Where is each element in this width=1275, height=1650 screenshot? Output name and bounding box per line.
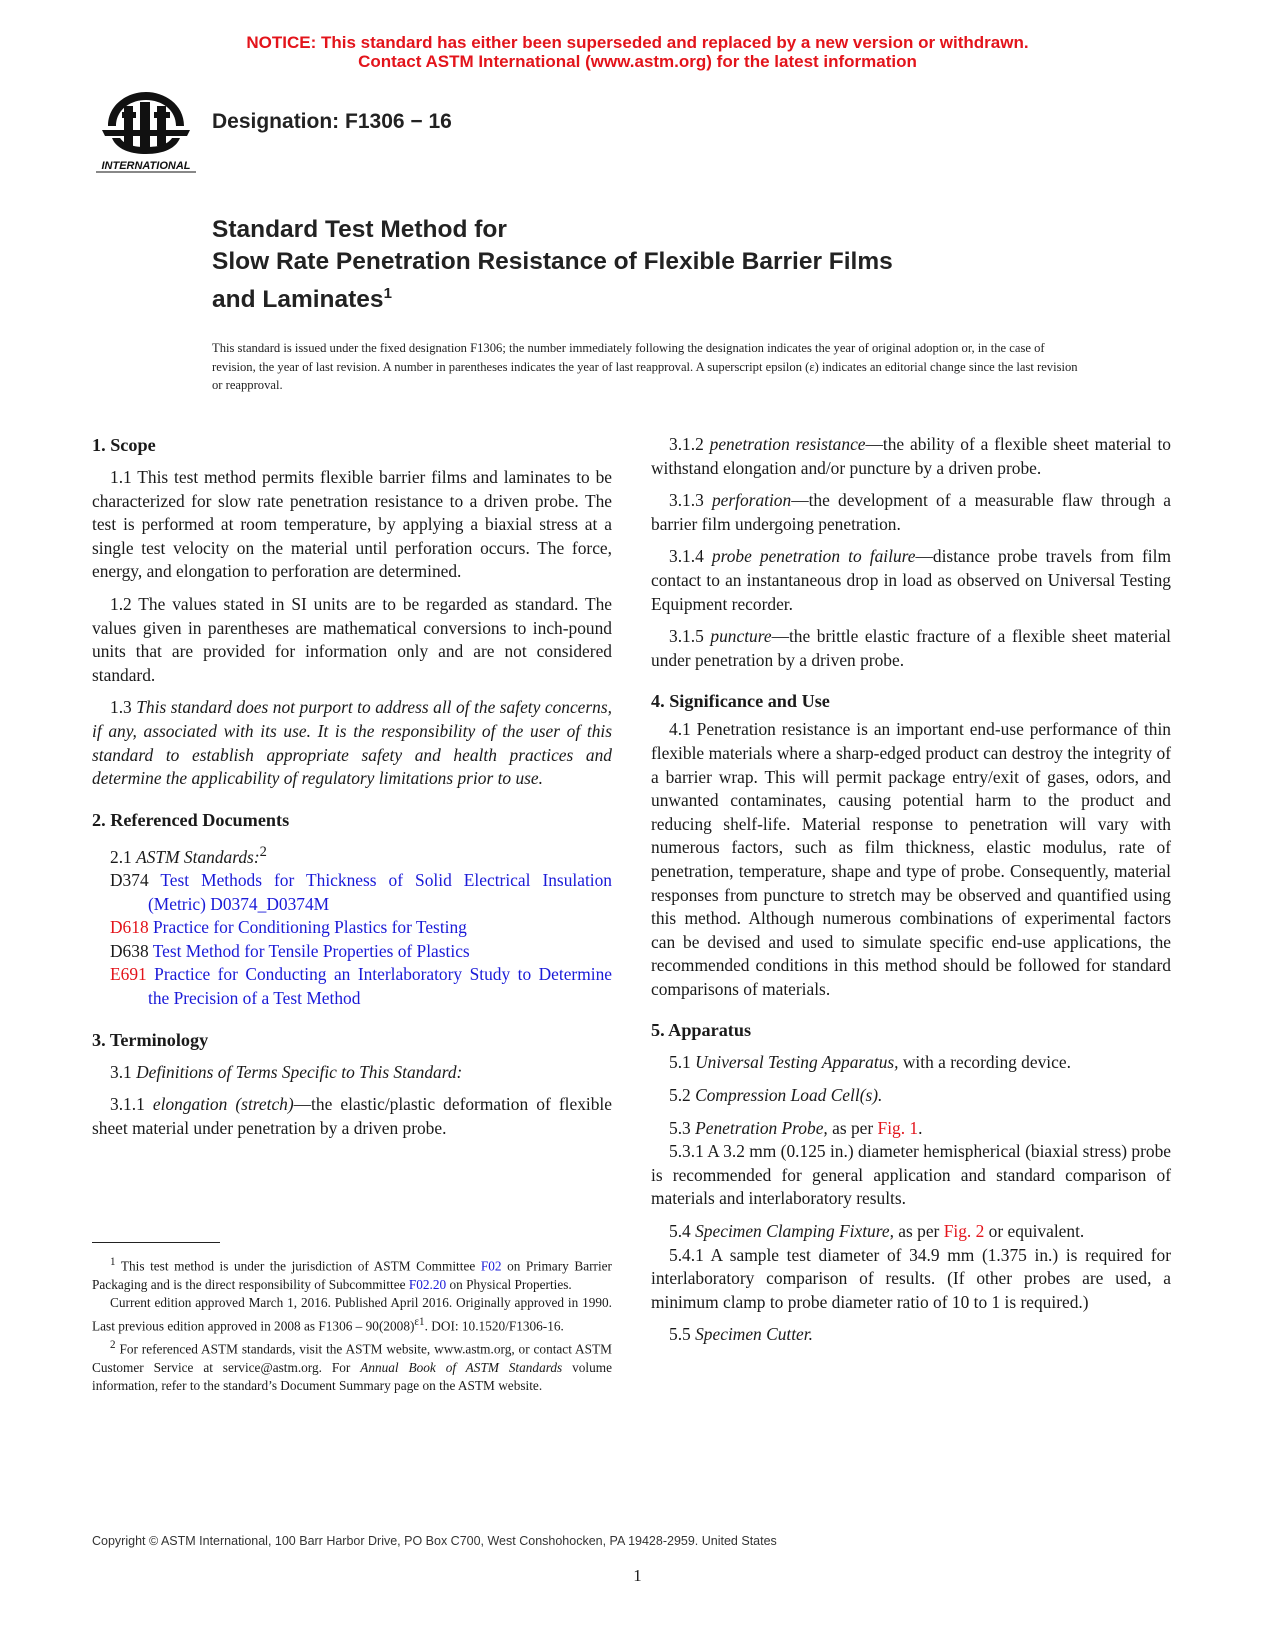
ref-code: D374 — [110, 870, 149, 891]
scope-1-3 — [92, 696, 612, 790]
scope-1-3-num: 1.3 — [110, 697, 132, 718]
ref-link[interactable]: Practice for Conditioning Plastics for Testing — [153, 917, 467, 938]
apparatus-num: 5.1 — [669, 1052, 691, 1073]
apparatus-num: 5.4 — [669, 1221, 691, 1242]
refs-list — [92, 869, 612, 1011]
refs-2-1-text: ASTM Standards: — [136, 846, 260, 867]
right-column — [651, 433, 1171, 1347]
term-name: elongation (stretch) — [152, 1094, 294, 1115]
terms-3-1-1 — [92, 1093, 612, 1140]
footnote-marker: 2 — [110, 1338, 116, 1351]
scope-heading: 1. Scope — [92, 435, 156, 455]
term-name: penetration resistance — [709, 434, 866, 454]
document-title — [212, 214, 1112, 316]
scope-1-2: 1.2 The values stated in SI units are to be regarded as standard. The values given in parentheses are mathematical conversions to inch-pound units that are provided for information only and are not considered standard. — [92, 593, 612, 685]
apparatus-5-2 — [651, 1084, 1171, 1108]
term-num: 3.1.4 — [669, 546, 704, 567]
footnote-text: volume information, refer to the standard’s Document Summary page on the ASTM website. — [92, 1359, 613, 1394]
ref-link[interactable]: Test Method for Tensile Properties of Plastics — [152, 940, 470, 961]
committee-f02-link[interactable]: F02 — [480, 1258, 502, 1274]
ref-code[interactable]: E691 — [110, 964, 147, 985]
apparatus-term: Specimen Clamping Fixture, — [695, 1221, 894, 1242]
notice-line-2: Contact ASTM International (www.astm.org) for the latest information — [358, 52, 917, 71]
footnote-text: on Primary Barrier Packaging and is the direct responsibility of Subcommittee — [92, 1258, 612, 1292]
term-name: probe penetration to failure — [711, 546, 916, 567]
footnote-text: on Physical Properties. — [449, 1276, 572, 1292]
apparatus-heading: 5. Apparatus — [651, 1020, 752, 1041]
refs-heading: 2. Referenced Documents — [92, 809, 290, 830]
apparatus-text: as per — [832, 1117, 874, 1138]
terms-heading: 3. Terminology — [92, 1029, 209, 1050]
apparatus-5-4 — [651, 1220, 1171, 1244]
designation: Designation: F1306 − 16 — [212, 110, 452, 133]
term-name: perforation — [711, 490, 792, 511]
scope-1-3-text: This standard does not purport to address all of the safety concerns, if any, associated with its use. It is the responsibility of the user of this standard to establish appropriate safety and health practices and determine the applicability of regulatory limitations prior to use. — [92, 697, 612, 789]
term-def: —distance probe travels from film contact to an instantaneous drop in load as observed on Universal Testing Equipment recorder. — [651, 546, 1171, 614]
apparatus-num: 5.3 — [669, 1117, 691, 1138]
apparatus-term: Universal Testing Apparatus, — [695, 1052, 899, 1073]
ref-item-d374[interactable] — [110, 869, 612, 916]
apparatus-5-3 — [651, 1117, 1171, 1141]
scope-1-1: 1.1 This test method permits flexible barrier films and laminates to be characterized for slow rate penetration resistance to a driven probe. The test is performed at room temperature, by applying a biaxial stress at a single test velocity on the material until perforation occurs. The force, energy, and elongation to perforation are determined. — [92, 467, 612, 582]
apparatus-5-1 — [651, 1051, 1171, 1075]
astm-logo-graphic — [94, 86, 198, 178]
term-name: puncture — [710, 626, 772, 647]
terms-3-1-num: 3.1 — [110, 1061, 132, 1082]
title-footnote-ref[interactable]: 1 — [383, 285, 392, 302]
footnote-text: For referenced ASTM standards, visit the ASTM website, www.astm.org, or contact ASTM Customer Service at service@astm.org. For — [92, 1341, 612, 1375]
footnote-1 — [92, 1253, 612, 1294]
subcommittee-f02-20-link[interactable]: F02.20 — [408, 1276, 447, 1292]
footnote-text: Current edition approved March 1, 2016. Published April 2016. Originally approved in 1990. Last previous edition approved in 2008 as F1306 – 90(2008) — [92, 1295, 612, 1334]
ref-link[interactable]: Practice for Conducting an Interlaboratory Study to Determine the Precision of a Test Method — [148, 964, 612, 1009]
footnote-text: . DOI: 10.1520/F1306-16. — [424, 1318, 564, 1334]
title-line-1: Standard Test Method for — [212, 216, 507, 243]
apparatus-term: Penetration Probe, — [695, 1117, 828, 1138]
footnotes — [92, 1253, 612, 1396]
apparatus-term: Compression Load Cell(s). — [695, 1085, 883, 1106]
footnote-emphasis: Annual Book of ASTM Standards — [360, 1359, 563, 1375]
terms-3-1-3 — [651, 489, 1171, 536]
ref-item-d618[interactable] — [110, 916, 612, 940]
apparatus-text: as per — [898, 1221, 940, 1242]
refs-footnote-ref[interactable]: 2 — [259, 843, 267, 860]
apparatus-5-5 — [651, 1323, 1171, 1347]
terms-3-1-5 — [651, 625, 1171, 672]
term-num: 3.1.2 — [669, 434, 704, 454]
page-number: 1 — [633, 1566, 642, 1585]
apparatus-text: . — [918, 1117, 923, 1138]
apparatus-num: 5.5 — [669, 1324, 691, 1345]
issue-note: This standard is issued under the fixed designation F1306; the number immediately following the designation indicates the year of original adoption or, in the case of revision, the year of last revision. A number in parentheses indicates the year of last reapproval. A superscript epsilon (ε) indicates an editorial change since the last revision or reapproval. — [212, 341, 1078, 392]
terms-3-1-2 — [651, 433, 1171, 480]
footnote-2 — [92, 1336, 612, 1396]
term-num: 3.1.1 — [110, 1094, 145, 1115]
refs-2-1-num: 2.1 — [110, 846, 132, 867]
ref-code: D638 — [110, 940, 149, 961]
footnote-marker: 1 — [110, 1256, 116, 1268]
notice-line-1: NOTICE: This standard has either been superseded and replaced by a new version or withdrawn. — [246, 33, 1029, 52]
left-column — [92, 433, 612, 1140]
term-def: —the brittle elastic fracture of a flexible sheet material under penetration by a driven probe. — [651, 626, 1171, 670]
term-num: 3.1.3 — [669, 490, 704, 511]
terms-3-1-text: Definitions of Terms Specific to This Standard: — [136, 1061, 463, 1082]
ref-item-e691[interactable] — [110, 963, 612, 1010]
astm-logo-icon — [94, 86, 198, 178]
apparatus-term: Specimen Cutter. — [695, 1324, 813, 1345]
significance-heading: 4. Significance and Use — [651, 691, 830, 712]
footnote-edition — [92, 1294, 612, 1335]
title-line-3-text: and Laminates — [212, 286, 384, 314]
significance-4-1: 4.1 Penetration resistance is an important end-use performance of thin flexible materials where a sharp-edged product can destroy the integrity of a barrier wrap. This will permit package entry/exit of gases, odors, and unwanted contaminates, causing potential harm to the product and reducing shelf-life. Material response to penetration will vary with numerous factors, such as film thickness, elastic modulus, rate of penetration, temperature, shape and type of probe. Consequently, material responses from puncture to stretch may be observed and quantified using this method. Although numerous combinations of experimental factors can be devised and used to simulate specific end-use applications, the recommended conditions in this method should be followed for standard comparisons of materials. — [651, 719, 1171, 999]
title-line-2: Slow Rate Penetration Resistance of Flexible Barrier Films — [212, 248, 893, 275]
term-def: —the elastic/plastic deformation of flexible sheet material under penetration by a driven probe. — [92, 1094, 612, 1138]
apparatus-5-3-1: 5.3.1 A 3.2 mm (0.125 in.) diameter hemispherical (biaxial stress) probe is recommended for general application and standard comparison of materials and interlaboratory results. — [651, 1141, 1171, 1209]
title-line-3 — [212, 278, 1112, 316]
footnote-divider — [92, 1242, 220, 1243]
apparatus-num: 5.2 — [669, 1085, 691, 1106]
footnote-text: This test method is under the jurisdiction of ASTM Committee — [120, 1258, 476, 1274]
fig-2-link[interactable]: Fig. 2 — [943, 1221, 985, 1242]
copyright: Copyright © ASTM International, 100 Barr Harbor Drive, PO Box C700, West Conshohocken, PA 19428-2959. United States — [92, 1534, 777, 1548]
terms-3-1-4 — [651, 545, 1171, 616]
term-def: —the development of a measurable flaw through a barrier film undergoing penetration. — [651, 490, 1171, 534]
terms-3-1 — [92, 1061, 612, 1085]
refs-2-1 — [92, 841, 612, 869]
ref-link[interactable]: Test Methods for Thickness of Solid Electrical Insulation (Metric) D0374_D0374M — [148, 870, 612, 914]
epsilon-superscript: ε1 — [414, 1315, 425, 1328]
withdrawal-notice — [0, 33, 1275, 71]
apparatus-text: or equivalent. — [988, 1221, 1085, 1242]
apparatus-5-4-1: 5.4.1 A sample test diameter of 34.9 mm (1.375 in.) is required for interlaboratory comparison of results. (If other probes are used, a minimum clamp to probe diameter ratio of 10 to 1 is required.) — [651, 1244, 1171, 1312]
term-num: 3.1.5 — [669, 626, 704, 647]
ref-code[interactable]: D618 — [110, 917, 149, 938]
ref-item-d638[interactable] — [110, 940, 612, 964]
fig-1-link[interactable]: Fig. 1 — [877, 1117, 919, 1138]
term-def: —the ability of a flexible sheet material to withstand elongation and/or puncture by a driven probe. — [651, 434, 1171, 478]
logo-text: INTERNATIONAL — [101, 160, 191, 172]
apparatus-text: with a recording device. — [902, 1052, 1071, 1073]
